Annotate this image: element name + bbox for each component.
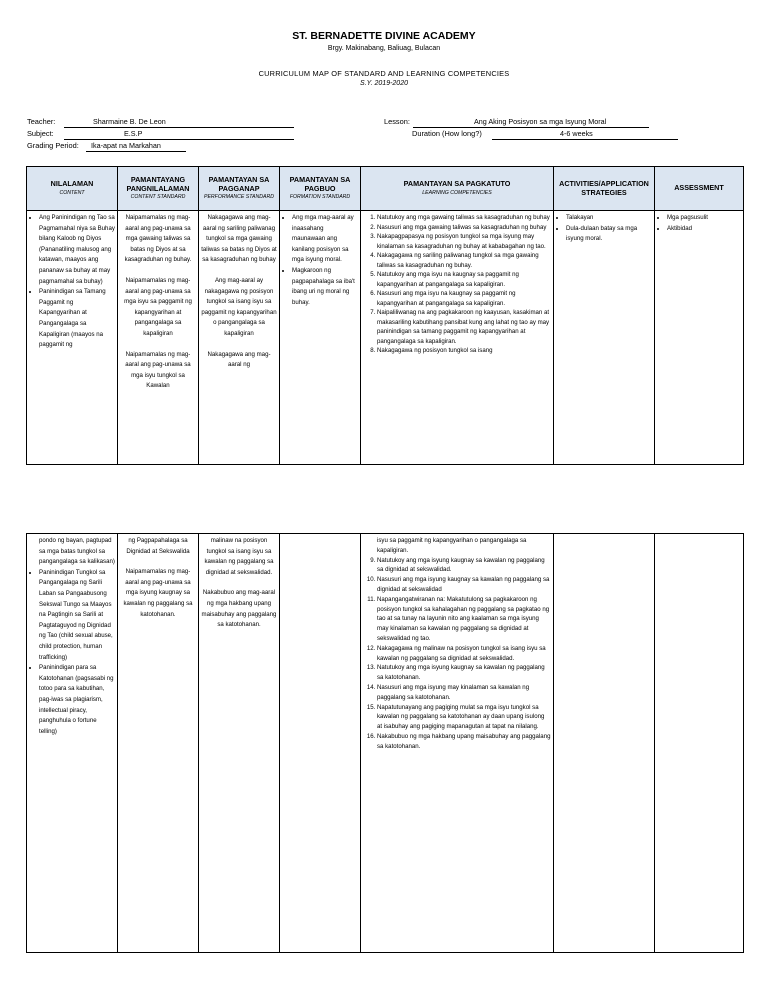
list-item: Nakagagawa ang mag-aaral ng sariling paliwanag tungkol sa mga gawaing taliwas sa batas ng Diyos at sa kasagraduhan ng buhay [201,214,277,264]
list-item: 7. Naipaliliwanag na ang pagkakaroon ng kaayusan, kasakiman at makasariling kabutihang pansibat kung ang lahat ng tao ay may paninindigan sa tamang paggamit ng kapangyarihan at pangangalaga sa kapaligiran. [377,308,551,346]
content-standard-cell [118,534,198,952]
list-item: 10. Nasusuri ang mga isyung kaugnay sa kawalan ng paggalang sa dignidad at sekswalidad [377,575,551,595]
school-year: S.Y. 2019-2020 [359,80,408,87]
list-item: 9. Natutukoy ang mga isyung kaugnay sa kawalan ng paggalang sa dignidad at sekswalidad. [377,556,551,576]
school-address: Brgy. Makinabang, Baliuag, Bulacan [327,45,441,52]
duration-value: 4-6 weeks [560,129,593,138]
list-item: Nakagagawa ang mag-aaral ng [207,350,271,369]
list-item: 8. Nakagagawa ng posisyon tungkol sa isang [377,346,551,356]
list-item: malinaw na posisyon tungkol sa isang isyu sa kawalan ng paggalang sa dignidad at sekswalidad. [204,537,274,576]
lesson-label: Lesson: [384,117,410,126]
list-item: 5. Natutukoy ang mga isyu na kaugnay sa paggamit ng kapangyarihan at pangangalaga sa kapaligiran. [377,270,551,289]
grading-label: Grading Period: [27,141,79,150]
list-item: • Magkaroon ng pagpapahalaga sa iba't ibang uri ng moral ng buhay. [292,266,358,308]
table-header-row [27,167,744,211]
grading-value: Ika-apat na Markahan [91,141,161,150]
list-item: • Dula-dulaan batay sa mga isyung moral. [566,224,652,245]
list-item: 3. Nakapagpapasya ng posisyon tungkol sa mga isyung may kinalaman sa kasagraduhan ng buhay at kababagahan ng tao. [377,232,551,251]
performance-standard-cell [199,211,279,464]
list-item: • Ang mga mag-aaral ay inaasahang maunawaan ang kanilang posisyon sa mga isyung moral. [292,213,358,266]
formation-standard-cell [280,534,360,952]
lesson-value: Ang Aking Posisyon sa mga Isyung Moral [474,117,607,126]
table-row [27,211,744,465]
subject-label: Subject: [27,129,54,138]
subject-row [27,129,143,138]
list-item: ng Pagpapahalaga sa Dignidad at Sekswalida [126,537,190,555]
list-item: Ang mag-aaral ay nakagagawa ng posisyon tungkol sa isang isyu sa paggamit ng kapangyarihan o pangangalaga sa kapaligiran [201,276,277,337]
list-item: 4. Nakagagawa ng sariling paliwanag tungkol sa mga gawaing taliwas sa kasagraduhan ng buhay. [377,251,551,270]
list-item: • Talakayan [566,213,652,224]
list-item: • Aktibidad [667,224,741,235]
list-item: • Paninindigan sa Tamang Paggamit ng Kapangyarihan at Pangangalaga sa Kapaligiran (maayos na paggamit ng [39,287,115,351]
list-item: Naipamamalas ng mag-aaral ang pag-unawa sa mga isyu tungkol sa Kawalan [125,350,191,390]
list-item: 1. Natutukoy ang mga gawaing taliwas sa kasagraduhan ng buhay [377,213,551,223]
list-item: Nakabubuo ang mag-aaral ng mga hakbang upang maisabuhay ang paggalang sa katotohanan. [201,589,277,629]
list-item: • Ang Paninindigan ng Tao sa Pagmamahal niya sa Buhay bilang Kaloob ng Diyos (Pananatiling malusog ang katawan, maayos ang pananaw sa buhay at may pagmamahal sa buhay) [39,213,115,287]
grading-row [27,141,161,150]
activities-cell [554,211,654,464]
duration-label: Duration (How long?) [412,129,482,138]
teacher-row [27,117,166,126]
teacher-value: Sharmaine B. De Leon [93,117,166,126]
content-cell [27,534,117,952]
list-item: 15. Napatutunayang ang pagiging mulat sa mga isyu tungkol sa kawalan ng paggalang sa katotohanan ay daan upang isulong at isabuhay ang pagiging mapanagutan at tapat na nilalang. [377,703,551,732]
document-title: CURRICULUM MAP OF STANDARD AND LEARNING COMPETENCIES [258,69,510,78]
activities-cell [554,534,654,952]
col-header-performance-standard: PAMANTAYAN SA PAGGANAP PERFORMANCE STANDARD [199,167,280,211]
competencies-cell [361,211,553,464]
col-header-activities: ACTIVITIES/APPLICATION STRATEGIES [554,167,655,211]
list-item: 2. Nasusuri ang mga gawaing taliwas sa kasagraduhan ng buhay [377,223,551,233]
duration-row [412,129,593,138]
formation-standard-cell [280,211,360,464]
list-item: isyu sa paggamit ng kapangyarihan o pangangalaga sa kapaligiran. [377,537,527,554]
col-header-assessment: ASSESSMENT [655,167,744,211]
list-item: • Paninindigan Tungkol sa Pangangalaga ng Sarili Laban sa Pangaabusong Sekswal Tungo sa Maayos na Pagtingin sa Sarili at Pagtataguyod ng Dignidad ng Tao (child sexual abuse, child protection, human trafficking) [39,568,115,663]
teacher-label: Teacher: [27,117,56,126]
school-name: ST. BERNADETTE DIVINE ACADEMY [292,30,476,42]
list-item: 13. Natutukoy ang mga isyung kaugnay sa kawalan ng paggalang sa katotohanan. [377,663,551,683]
col-header-formation-standard: PAMANTAYAN SA PAGBUO FORMATION STANDARD [280,167,361,211]
curriculum-table-page1 [26,166,744,465]
list-item: • Mga pagsusulit [667,213,741,224]
subject-value: E.S.P [124,129,143,138]
assessment-cell [655,211,743,464]
competencies-cell [361,534,553,952]
list-item: 12. Nakagagawa ng malinaw na posisyon tungkol sa isang isyu sa kawalan ng paggalang sa dignidad at sekswalidad. [377,644,551,664]
list-item: Naipamamalas ng mag-aaral ang pag-unawa sa mga gawaing taliwas sa batas ng Diyos at sa kasagraduhan ng buhay. [124,214,192,264]
assessment-cell [655,534,743,952]
col-header-content: NILALAMAN CONTENT [27,167,118,211]
content-standard-cell [118,211,198,464]
list-item: 11. Napangangatwiranan na: Makatutulong sa pagkakaroon ng posisyon tungkol sa kahalagahan ng paggalang sa pagkatao ng tao at sa tunay na layunin nito ang kaalaman sa mga isyung may kinalaman sa kawalan ng paggalang sa dignidad at sekswalidad ng tao. [377,595,551,644]
list-item: pondo ng bayan, pagtupad sa mga batas tungkol sa pangangalaga sa kalikasan) [39,537,115,566]
list-item: 16. Nakabubuo ng mga hakbang upang maisabuhay ang paggalang sa katotohanan. [377,732,551,752]
list-item: Naipamamalas ng mag-aaral ang pag-unawa sa mga isyung kaugnay sa kawalan ng paggalang sa katotohanan. [123,568,193,618]
content-cell [27,211,117,464]
list-item: Naipamamalas ng mag-aaral ang pag-unawa sa mga isyu sa paggamit ng kapangyarihan at pangangalaga sa kapaligiran [124,276,192,337]
col-header-content-standard: PAMANTAYANG PANGNILALAMAN CONTENT STANDARD [118,167,199,211]
curriculum-table-page2 [26,533,744,953]
list-item: • Paninindigan para sa Katotohanan (pagsasabi ng totoo para sa kabutihan, pag-iwas sa plagiarism, intellectual piracy, panghuhula o fortune telling) [39,663,115,737]
list-item: 6. Nasusuri ang mga isyu na kaugnay sa paggamit ng kapangyarihan at pangangalaga sa kapaligiran. [377,289,551,308]
performance-standard-cell [199,534,279,952]
list-item: 14. Nasusuri ang mga isyung may kinalaman sa kawalan ng paggalang sa katotohanan. [377,683,551,703]
col-header-learning-competencies: PAMANTAYAN SA PAGKATUTO LEARNING COMPETENCIES [361,167,554,211]
table-row [27,534,744,953]
lesson-row [384,117,607,126]
